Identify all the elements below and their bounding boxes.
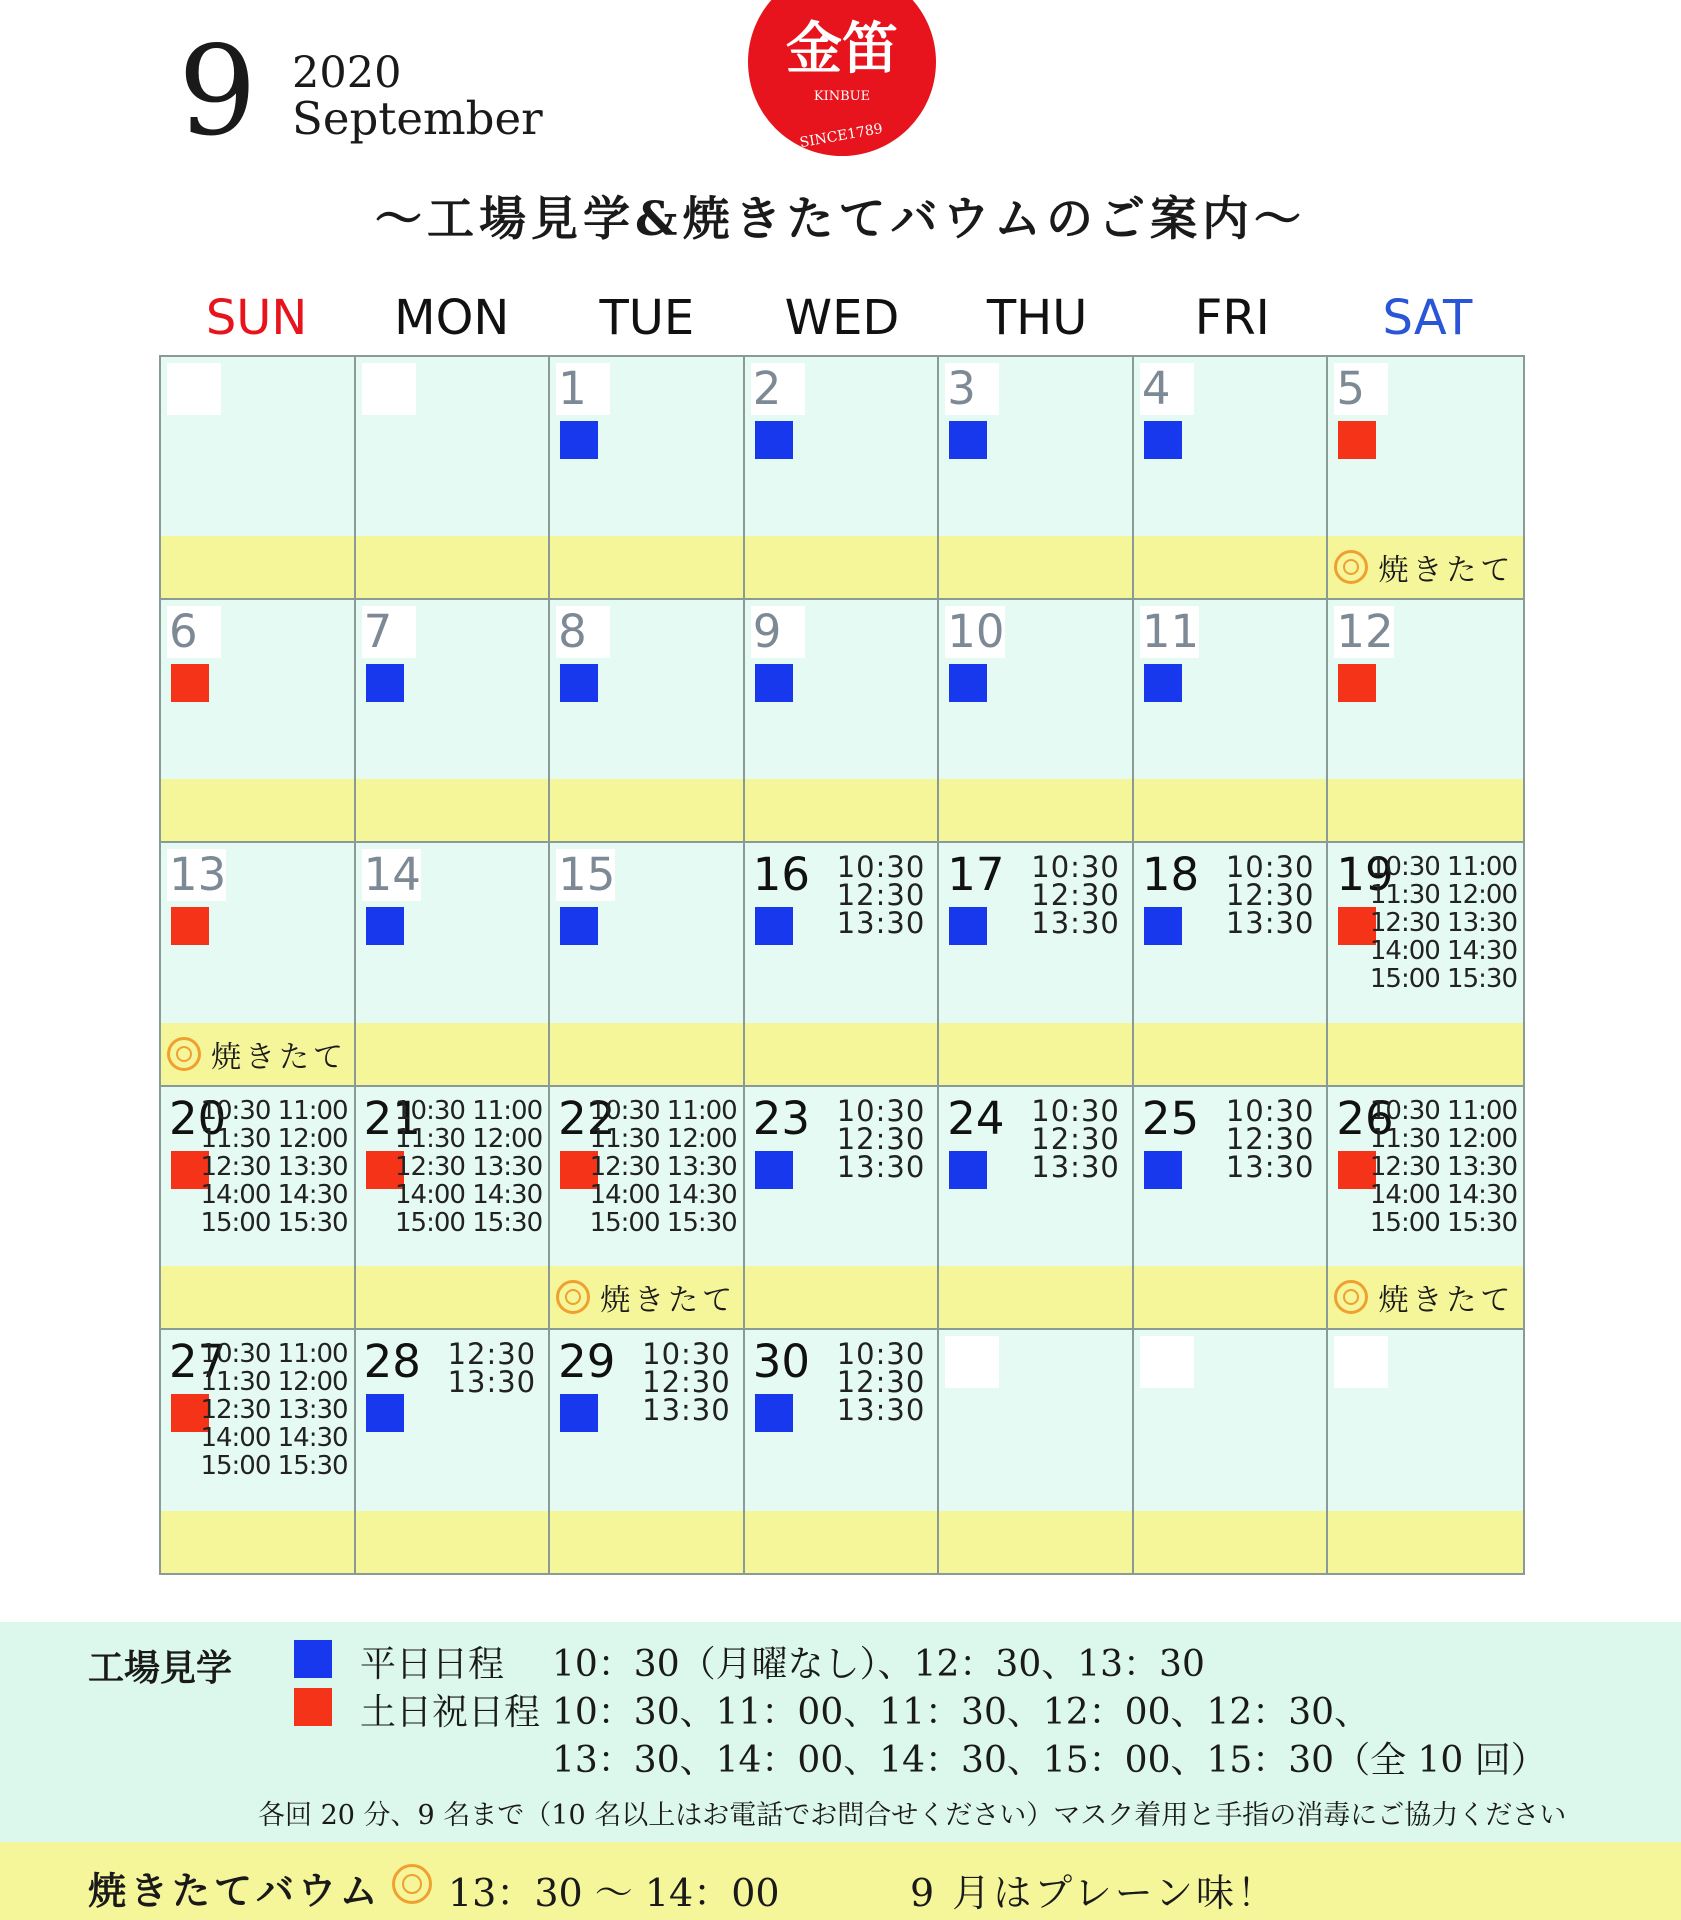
day-number: 25 xyxy=(1141,1091,1200,1145)
day-cell-24 xyxy=(939,1087,1134,1330)
logo-sub: KINBUE xyxy=(813,89,871,104)
day-cell-12 xyxy=(1328,600,1523,843)
day-cell-26 xyxy=(1328,1087,1523,1330)
tour-times: 10:30 12:30 13:30 xyxy=(642,1336,731,1427)
baum-flavor: 9 月はプレーン味！ xyxy=(910,1871,1278,1915)
weekday-fri: FRI xyxy=(1194,290,1270,346)
day-cell-21 xyxy=(356,1087,551,1330)
weekday-tour-square-icon xyxy=(949,664,987,702)
tour-times: 10:30 12:30 13:30 xyxy=(836,1093,926,1184)
weekday-sun: SUN xyxy=(205,290,308,346)
day-number xyxy=(1334,1336,1388,1388)
kinbue-logo xyxy=(746,0,938,160)
empty-day-cell xyxy=(1134,1330,1329,1573)
bake-band xyxy=(161,1511,354,1573)
bake-band xyxy=(550,779,743,841)
bake-band xyxy=(161,779,354,841)
tour-times: 10:30 11:00 11:30 12:00 12:30 13:30 14:00 14:30 15:00 15:30 xyxy=(395,1095,543,1238)
day-number: 22 xyxy=(558,1091,616,1145)
day-cell-10 xyxy=(939,600,1134,843)
bake-band xyxy=(745,1511,938,1573)
empty-day-cell xyxy=(161,357,356,600)
tour-times: 12:30 13:30 xyxy=(447,1336,537,1399)
day-cell-28 xyxy=(356,1330,551,1573)
tour-times: 10:30 11:00 11:30 12:00 12:30 13:30 14:00 14:30 15:00 15:30 xyxy=(1369,1095,1517,1238)
day-cell-18 xyxy=(1134,843,1329,1086)
weekday-tour-square-icon xyxy=(949,1151,987,1189)
double-circle-icon xyxy=(1334,550,1368,584)
weekday-tour-square-icon xyxy=(949,907,987,945)
tour-times: 10:30 12:30 13:30 xyxy=(836,1336,926,1427)
tour-times: 10:30 11:00 11:30 12:00 12:30 13:30 14:00 14:30 15:00 15:30 xyxy=(589,1095,737,1238)
tour-times: 10:30 12:30 13:30 xyxy=(1031,1093,1120,1184)
tour-times: 10:30 12:30 13:30 xyxy=(1225,1093,1315,1184)
day-number: 8 xyxy=(556,606,610,658)
day-cell-1 xyxy=(550,357,745,600)
day-number: 24 xyxy=(947,1091,1005,1145)
holiday-tour-square-icon xyxy=(1338,421,1376,459)
bake-label: 焼きたて xyxy=(211,1039,347,1075)
baum-title: 焼きたてバウム xyxy=(88,1868,382,1913)
day-number: 29 xyxy=(558,1334,616,1388)
bake-band xyxy=(1134,1266,1327,1328)
day-number xyxy=(1140,1336,1194,1388)
double-circle-icon xyxy=(1334,1280,1368,1314)
calendar-grid xyxy=(159,355,1525,1575)
day-number: 28 xyxy=(363,1334,421,1388)
weekday-tour-square-icon xyxy=(755,907,793,945)
bake-band xyxy=(161,1266,354,1328)
day-cell-3 xyxy=(939,357,1134,600)
day-number: 5 xyxy=(1334,363,1388,415)
empty-day-cell xyxy=(939,1330,1134,1573)
day-number: 21 xyxy=(363,1091,421,1145)
holiday-tour-square-icon xyxy=(1338,664,1376,702)
day-cell-2 xyxy=(745,357,940,600)
day-number: 1 xyxy=(556,363,610,415)
holiday-square-icon xyxy=(294,1688,332,1726)
weekday-tour-square-icon xyxy=(755,421,793,459)
weekday-tour-square-icon xyxy=(949,421,987,459)
double-circle-icon xyxy=(392,1864,432,1904)
month-number: 9 xyxy=(178,20,257,164)
day-number: 27 xyxy=(169,1334,227,1388)
bake-band xyxy=(745,1266,938,1328)
weekday-tour-square-icon xyxy=(560,1394,598,1432)
day-cell-20 xyxy=(161,1087,356,1330)
bake-band xyxy=(745,536,938,598)
day-number xyxy=(167,363,221,415)
bake-band xyxy=(1134,536,1327,598)
weekday-schedule-label: 平日日程 xyxy=(360,1644,505,1685)
weekday-tour-square-icon xyxy=(560,907,598,945)
day-number: 26 xyxy=(1336,1091,1394,1145)
day-cell-6 xyxy=(161,600,356,843)
weekday-schedule-times: 10：30（月曜なし）、12：30、13：30 xyxy=(552,1644,1205,1685)
day-cell-17 xyxy=(939,843,1134,1086)
bake-band xyxy=(939,779,1132,841)
weekday-tour-square-icon xyxy=(1144,664,1182,702)
tour-note: 各回 20 分、9 名まで（10 名以上はお電話でお問合せください）マスク着用と手指の消毒にご協力ください xyxy=(258,1800,1567,1831)
month-name: September xyxy=(292,92,543,145)
day-number: 23 xyxy=(752,1091,810,1145)
weekday-sat: SAT xyxy=(1382,290,1473,346)
double-circle-icon xyxy=(556,1280,590,1314)
weekday-mon: MON xyxy=(394,290,510,346)
day-number: 10 xyxy=(947,605,1005,659)
bake-band xyxy=(161,536,354,598)
holiday-tour-square-icon xyxy=(171,664,209,702)
weekday-tour-square-icon xyxy=(1144,907,1182,945)
logo-since: SINCE1789 xyxy=(798,120,885,152)
bake-band xyxy=(550,1511,743,1573)
day-cell-27 xyxy=(161,1330,356,1573)
day-cell-8 xyxy=(550,600,745,843)
tour-times: 10:30 12:30 13:30 xyxy=(1031,850,1120,941)
holiday-tour-square-icon xyxy=(171,907,209,945)
day-number: 20 xyxy=(169,1091,227,1145)
empty-day-cell xyxy=(356,357,551,600)
holiday-schedule-times-2: 13：30、14：00、14：30、15：00、15：30（全 10 回） xyxy=(552,1740,1547,1781)
legend-title: 工場見学 xyxy=(88,1647,233,1689)
bake-band xyxy=(939,1266,1132,1328)
bake-band xyxy=(356,1266,549,1328)
day-number: 12 xyxy=(1336,605,1394,659)
day-number: 19 xyxy=(1336,848,1394,902)
bake-band xyxy=(1134,779,1327,841)
bake-band xyxy=(1134,1511,1327,1573)
day-number: 30 xyxy=(752,1334,810,1388)
bake-label: 焼きたて xyxy=(1378,553,1515,589)
day-cell-22 xyxy=(550,1087,745,1330)
day-number: 2 xyxy=(751,363,805,415)
day-cell-23 xyxy=(745,1087,940,1330)
day-number xyxy=(362,363,416,415)
tour-times: 10:30 11:00 11:30 12:00 12:30 13:30 14:00 14:30 15:00 15:30 xyxy=(1369,852,1517,995)
bake-band xyxy=(550,536,743,598)
logo-text: 金笛 xyxy=(786,16,898,82)
day-cell-19 xyxy=(1328,843,1523,1086)
day-cell-5 xyxy=(1328,357,1523,600)
bake-band xyxy=(356,536,549,598)
day-number: 7 xyxy=(362,606,416,658)
year: 2020 xyxy=(292,48,402,98)
day-cell-16 xyxy=(745,843,940,1086)
bake-band xyxy=(356,1023,549,1085)
day-number: 6 xyxy=(167,606,221,658)
bake-band xyxy=(1328,1266,1523,1328)
bake-band xyxy=(1328,1023,1523,1085)
bake-band xyxy=(1328,779,1523,841)
bake-band xyxy=(939,1511,1132,1573)
bake-band xyxy=(745,1023,938,1085)
weekday-tour-square-icon xyxy=(560,664,598,702)
bake-band xyxy=(356,779,549,841)
day-number: 13 xyxy=(169,848,227,902)
bake-band xyxy=(939,536,1132,598)
weekday-tour-square-icon xyxy=(755,664,793,702)
day-cell-15 xyxy=(550,843,745,1086)
bake-band xyxy=(745,779,938,841)
day-cell-9 xyxy=(745,600,940,843)
tour-times: 10:30 11:00 11:30 12:00 12:30 13:30 14:00 14:30 15:00 15:30 xyxy=(200,1095,348,1238)
day-cell-4 xyxy=(1134,357,1329,600)
bake-band xyxy=(161,1023,354,1085)
day-cell-29 xyxy=(550,1330,745,1573)
bake-band xyxy=(550,1023,743,1085)
weekday-wed: WED xyxy=(784,290,900,346)
day-number xyxy=(945,1336,999,1388)
tour-times: 10:30 11:00 11:30 12:00 12:30 13:30 14:00 14:30 15:00 15:30 xyxy=(200,1338,348,1481)
day-cell-7 xyxy=(356,600,551,843)
double-circle-icon xyxy=(167,1037,201,1071)
day-cell-25 xyxy=(1134,1087,1329,1330)
weekday-square-icon xyxy=(294,1640,332,1678)
baum-time: 13：30 〜 14：00 xyxy=(448,1871,780,1915)
day-number: 4 xyxy=(1140,363,1194,415)
bake-band xyxy=(550,1266,743,1328)
day-number: 15 xyxy=(558,848,616,902)
day-number: 9 xyxy=(751,606,805,658)
weekday-thu: THU xyxy=(986,290,1088,346)
bake-band xyxy=(939,1023,1132,1085)
page-title: 〜工場見学&焼きたてバウムのご案内〜 xyxy=(375,192,1306,247)
tour-times: 10:30 12:30 13:30 xyxy=(1225,850,1315,941)
weekday-tour-square-icon xyxy=(366,1394,404,1432)
bake-band xyxy=(356,1511,549,1573)
holiday-schedule-times-1: 10：30、11：00、11：30、12：00、12：30、 xyxy=(552,1692,1371,1733)
weekday-tour-square-icon xyxy=(755,1394,793,1432)
empty-day-cell xyxy=(1328,1330,1523,1573)
weekday-tour-square-icon xyxy=(560,421,598,459)
weekday-tour-square-icon xyxy=(366,664,404,702)
day-cell-14 xyxy=(356,843,551,1086)
day-number: 18 xyxy=(1141,848,1200,902)
day-cell-13 xyxy=(161,843,356,1086)
holiday-schedule-label: 土日祝日程 xyxy=(360,1692,541,1733)
day-cell-11 xyxy=(1134,600,1329,843)
day-number: 14 xyxy=(363,848,421,902)
day-cell-30 xyxy=(745,1330,940,1573)
day-number: 3 xyxy=(945,363,999,415)
weekday-tue: TUE xyxy=(599,290,695,346)
weekday-tour-square-icon xyxy=(366,907,404,945)
weekday-tour-square-icon xyxy=(755,1151,793,1189)
bake-label: 焼きたて xyxy=(600,1282,737,1318)
weekday-tour-square-icon xyxy=(1144,1151,1182,1189)
day-number: 16 xyxy=(752,848,810,902)
tour-times: 10:30 12:30 13:30 xyxy=(836,850,926,941)
day-number: 11 xyxy=(1141,605,1200,659)
day-number: 17 xyxy=(947,848,1005,902)
bake-band xyxy=(1134,1023,1327,1085)
bake-band xyxy=(1328,536,1523,598)
bake-label: 焼きたて xyxy=(1378,1282,1515,1318)
weekday-tour-square-icon xyxy=(1144,421,1182,459)
bake-band xyxy=(1328,1511,1523,1573)
